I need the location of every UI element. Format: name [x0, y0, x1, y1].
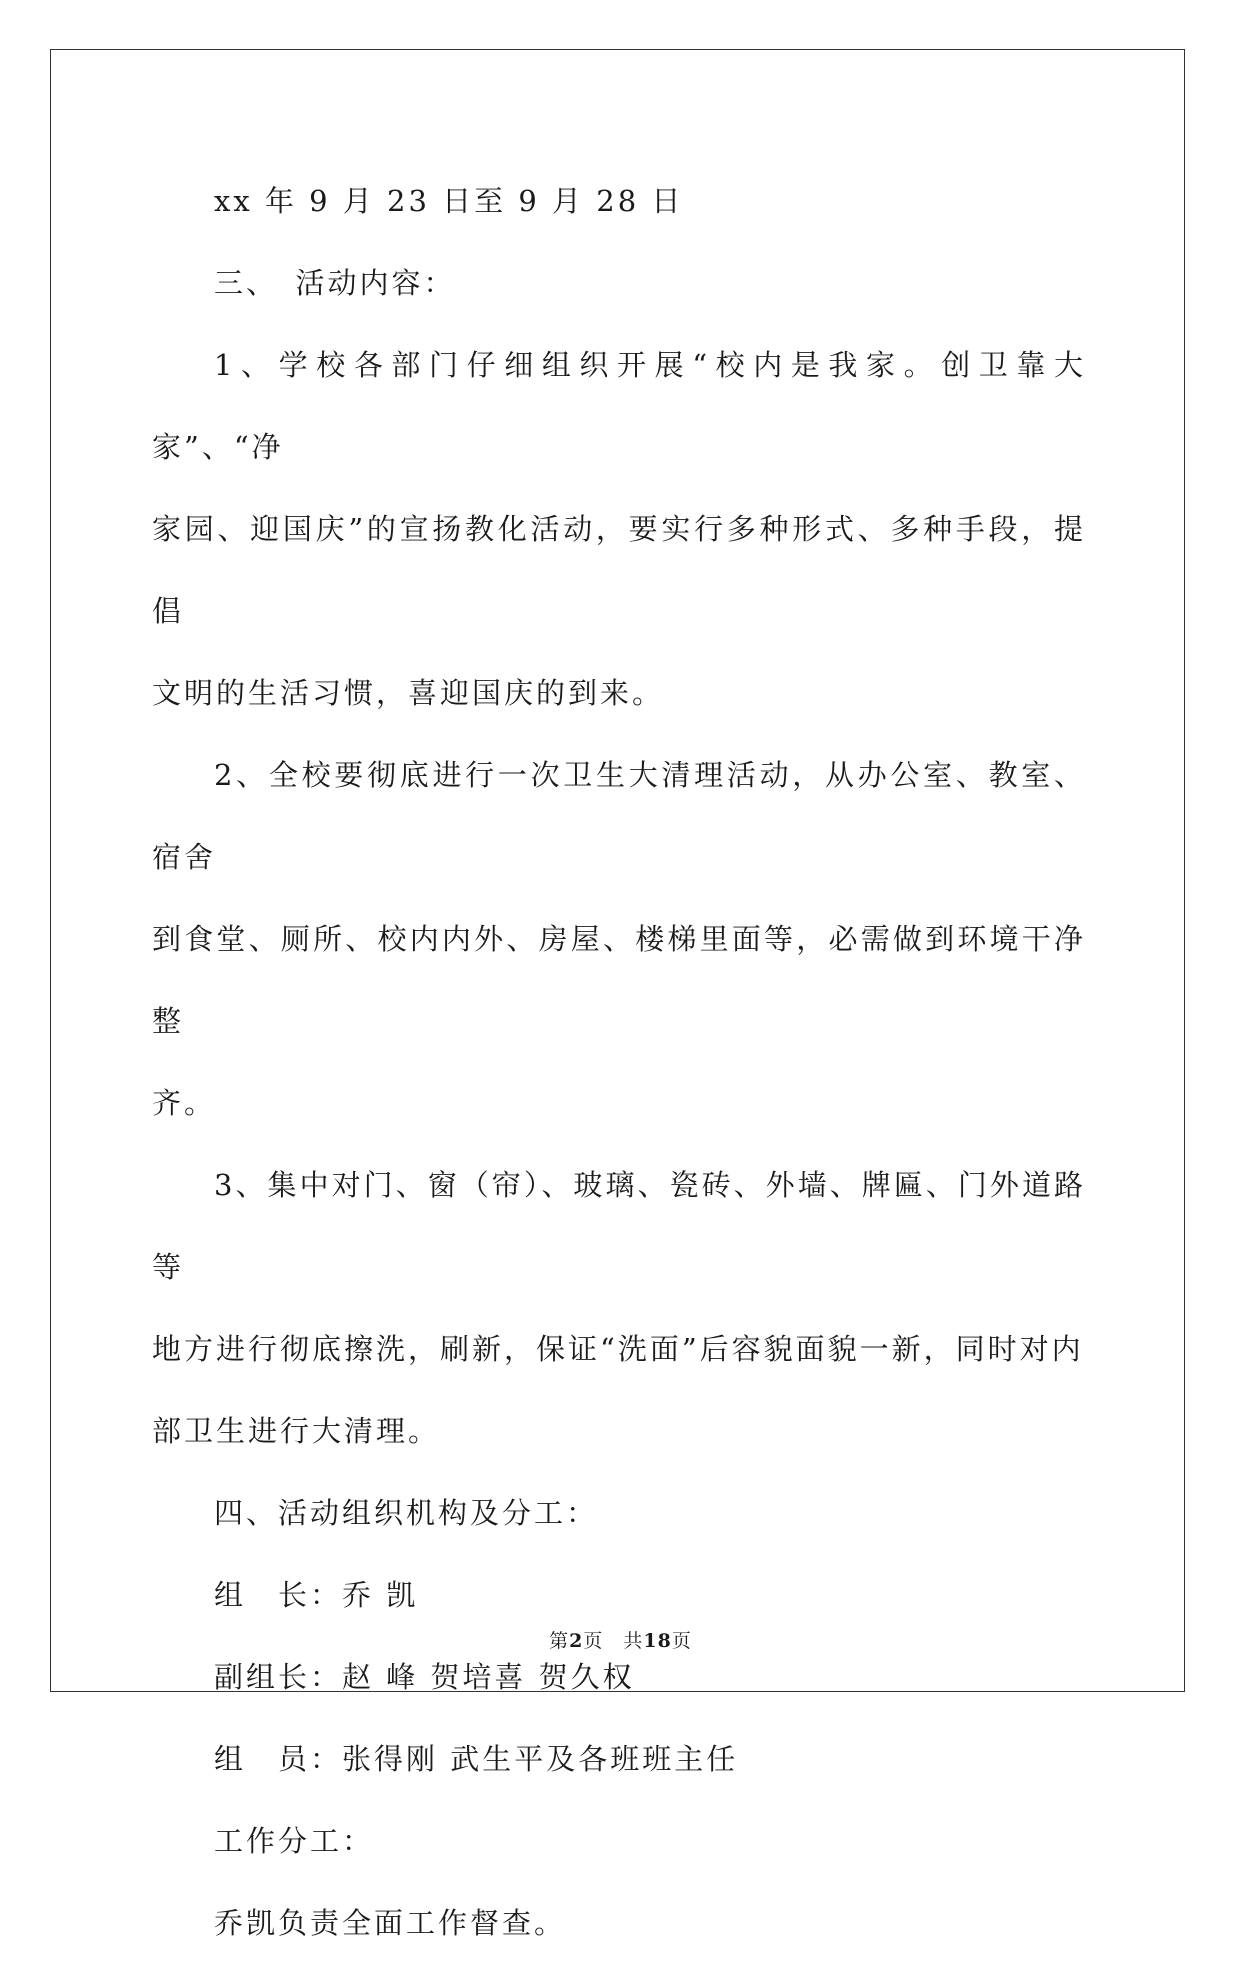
item-1-line-1: 1、学校各部门仔细组织开展“校内是我家。创卫靠大家”、“净 — [152, 348, 1086, 464]
deputy-leader-line: 副组长：赵 峰 贺培喜 贺久权 — [214, 1660, 635, 1694]
section-heading-organization: 四、活动组织机构及分工： — [214, 1496, 599, 1530]
page-footer — [0, 1626, 1241, 1653]
item-2-line-1: 2、全校要彻底进行一次卫生大清理活动，从办公室、教室、宿舍 — [152, 758, 1086, 874]
group-leader-line: 组 长：乔 凯 — [214, 1578, 419, 1612]
item-3-line-2: 地方进行彻底擦洗，刷新，保证“洗面”后容貌面貌一新，同时对内 — [152, 1332, 1084, 1366]
footer-page-number: 2 — [569, 1630, 584, 1652]
item-1-line-2: 家园、迎国庆”的宣扬教化活动，要实行多种形式、多种手段，提倡 — [152, 512, 1086, 628]
date-range-line: xx 年 9 月 23 日至 9 月 28 日 — [214, 184, 684, 218]
footer-prefix: 第 — [549, 1630, 570, 1652]
footer-mid: 页 共 — [583, 1630, 644, 1652]
footer-page-total: 18 — [643, 1630, 672, 1652]
group-members-line: 组 员：张得刚 武生平及各班班主任 — [214, 1742, 739, 1776]
section-heading-activity-content: 三、 活动内容： — [214, 266, 456, 300]
work-division-item: 乔凯负责全面工作督查。 — [214, 1906, 567, 1940]
item-2-line-2: 到食堂、厕所、校内内外、房屋、楼梯里面等，必需做到环境干净整 — [152, 922, 1086, 1038]
work-division-heading: 工作分工： — [214, 1824, 375, 1858]
item-3-line-3: 部卫生进行大清理。 — [152, 1414, 441, 1448]
footer-suffix: 页 — [671, 1630, 692, 1652]
document-body — [152, 160, 1086, 1964]
item-2-line-3: 齐。 — [152, 1086, 217, 1120]
item-3-line-1: 3、集中对门、窗（帘）、玻璃、瓷砖、外墙、牌匾、门外道路等 — [152, 1168, 1086, 1284]
item-1-line-3: 文明的生活习惯，喜迎国庆的到来。 — [152, 676, 665, 710]
